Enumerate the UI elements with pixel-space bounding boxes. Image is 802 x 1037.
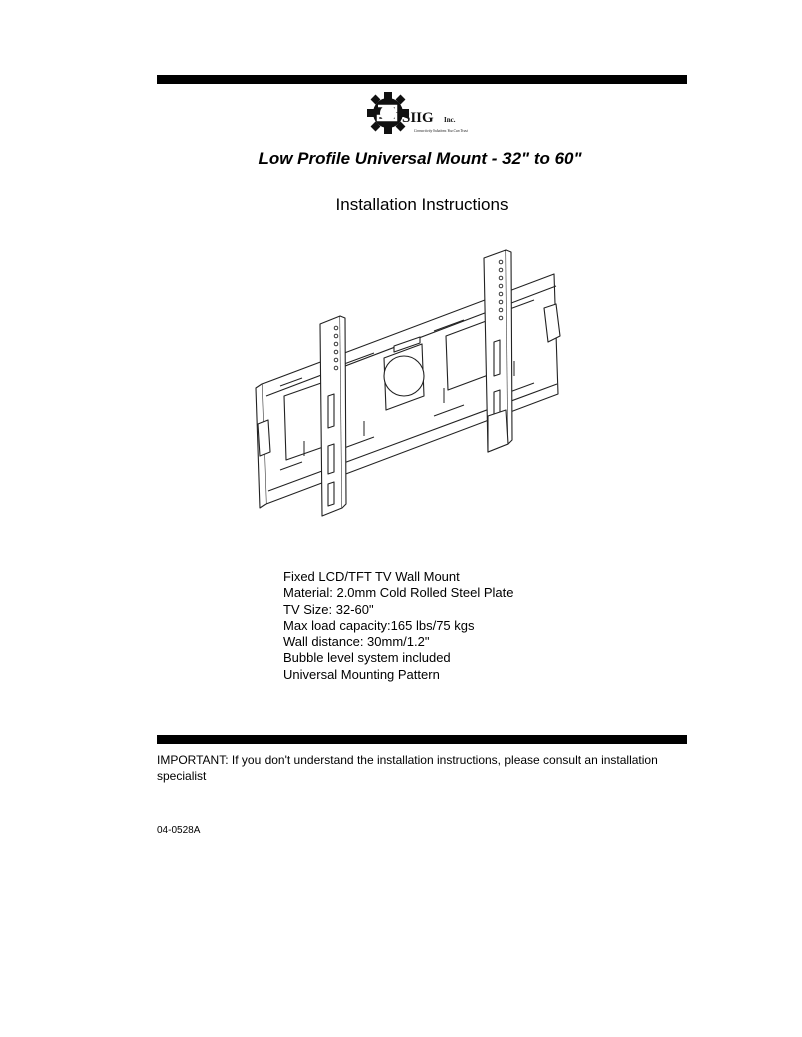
feature-item: Universal Mounting Pattern xyxy=(283,666,440,682)
feature-item: Fixed LCD/TFT TV Wall Mount xyxy=(283,569,460,584)
feature-item: Bubble level system included xyxy=(283,650,451,666)
bottom-divider xyxy=(157,735,687,744)
wall-mount-illustration xyxy=(244,246,566,522)
brand-tagline: Connectivity Solutions You Can Trust xyxy=(414,129,468,133)
siig-logo xyxy=(366,89,476,137)
brand-name: SIIG xyxy=(402,110,434,126)
brand-suffix: Inc. xyxy=(444,116,456,124)
feature-item: Material: 2.0mm Cold Rolled Steel Plate xyxy=(283,585,514,601)
feature-item: TV Size: 32-60" xyxy=(283,601,374,617)
important-notice: IMPORTANT: If you don't understand the installation instructions, please consult an installation specialist xyxy=(157,753,658,783)
feature-item: Max load capacity:165 lbs/75 kgs xyxy=(283,617,475,633)
document-code: 04-0528A xyxy=(157,825,201,836)
top-divider xyxy=(157,75,687,84)
feature-item: Wall distance: 30mm/1.2" xyxy=(283,634,430,650)
page-title: Low Profile Universal Mount - 32" to 60" xyxy=(258,149,582,168)
page-subtitle: Installation Instructions xyxy=(335,195,509,214)
feature-list xyxy=(283,569,514,683)
